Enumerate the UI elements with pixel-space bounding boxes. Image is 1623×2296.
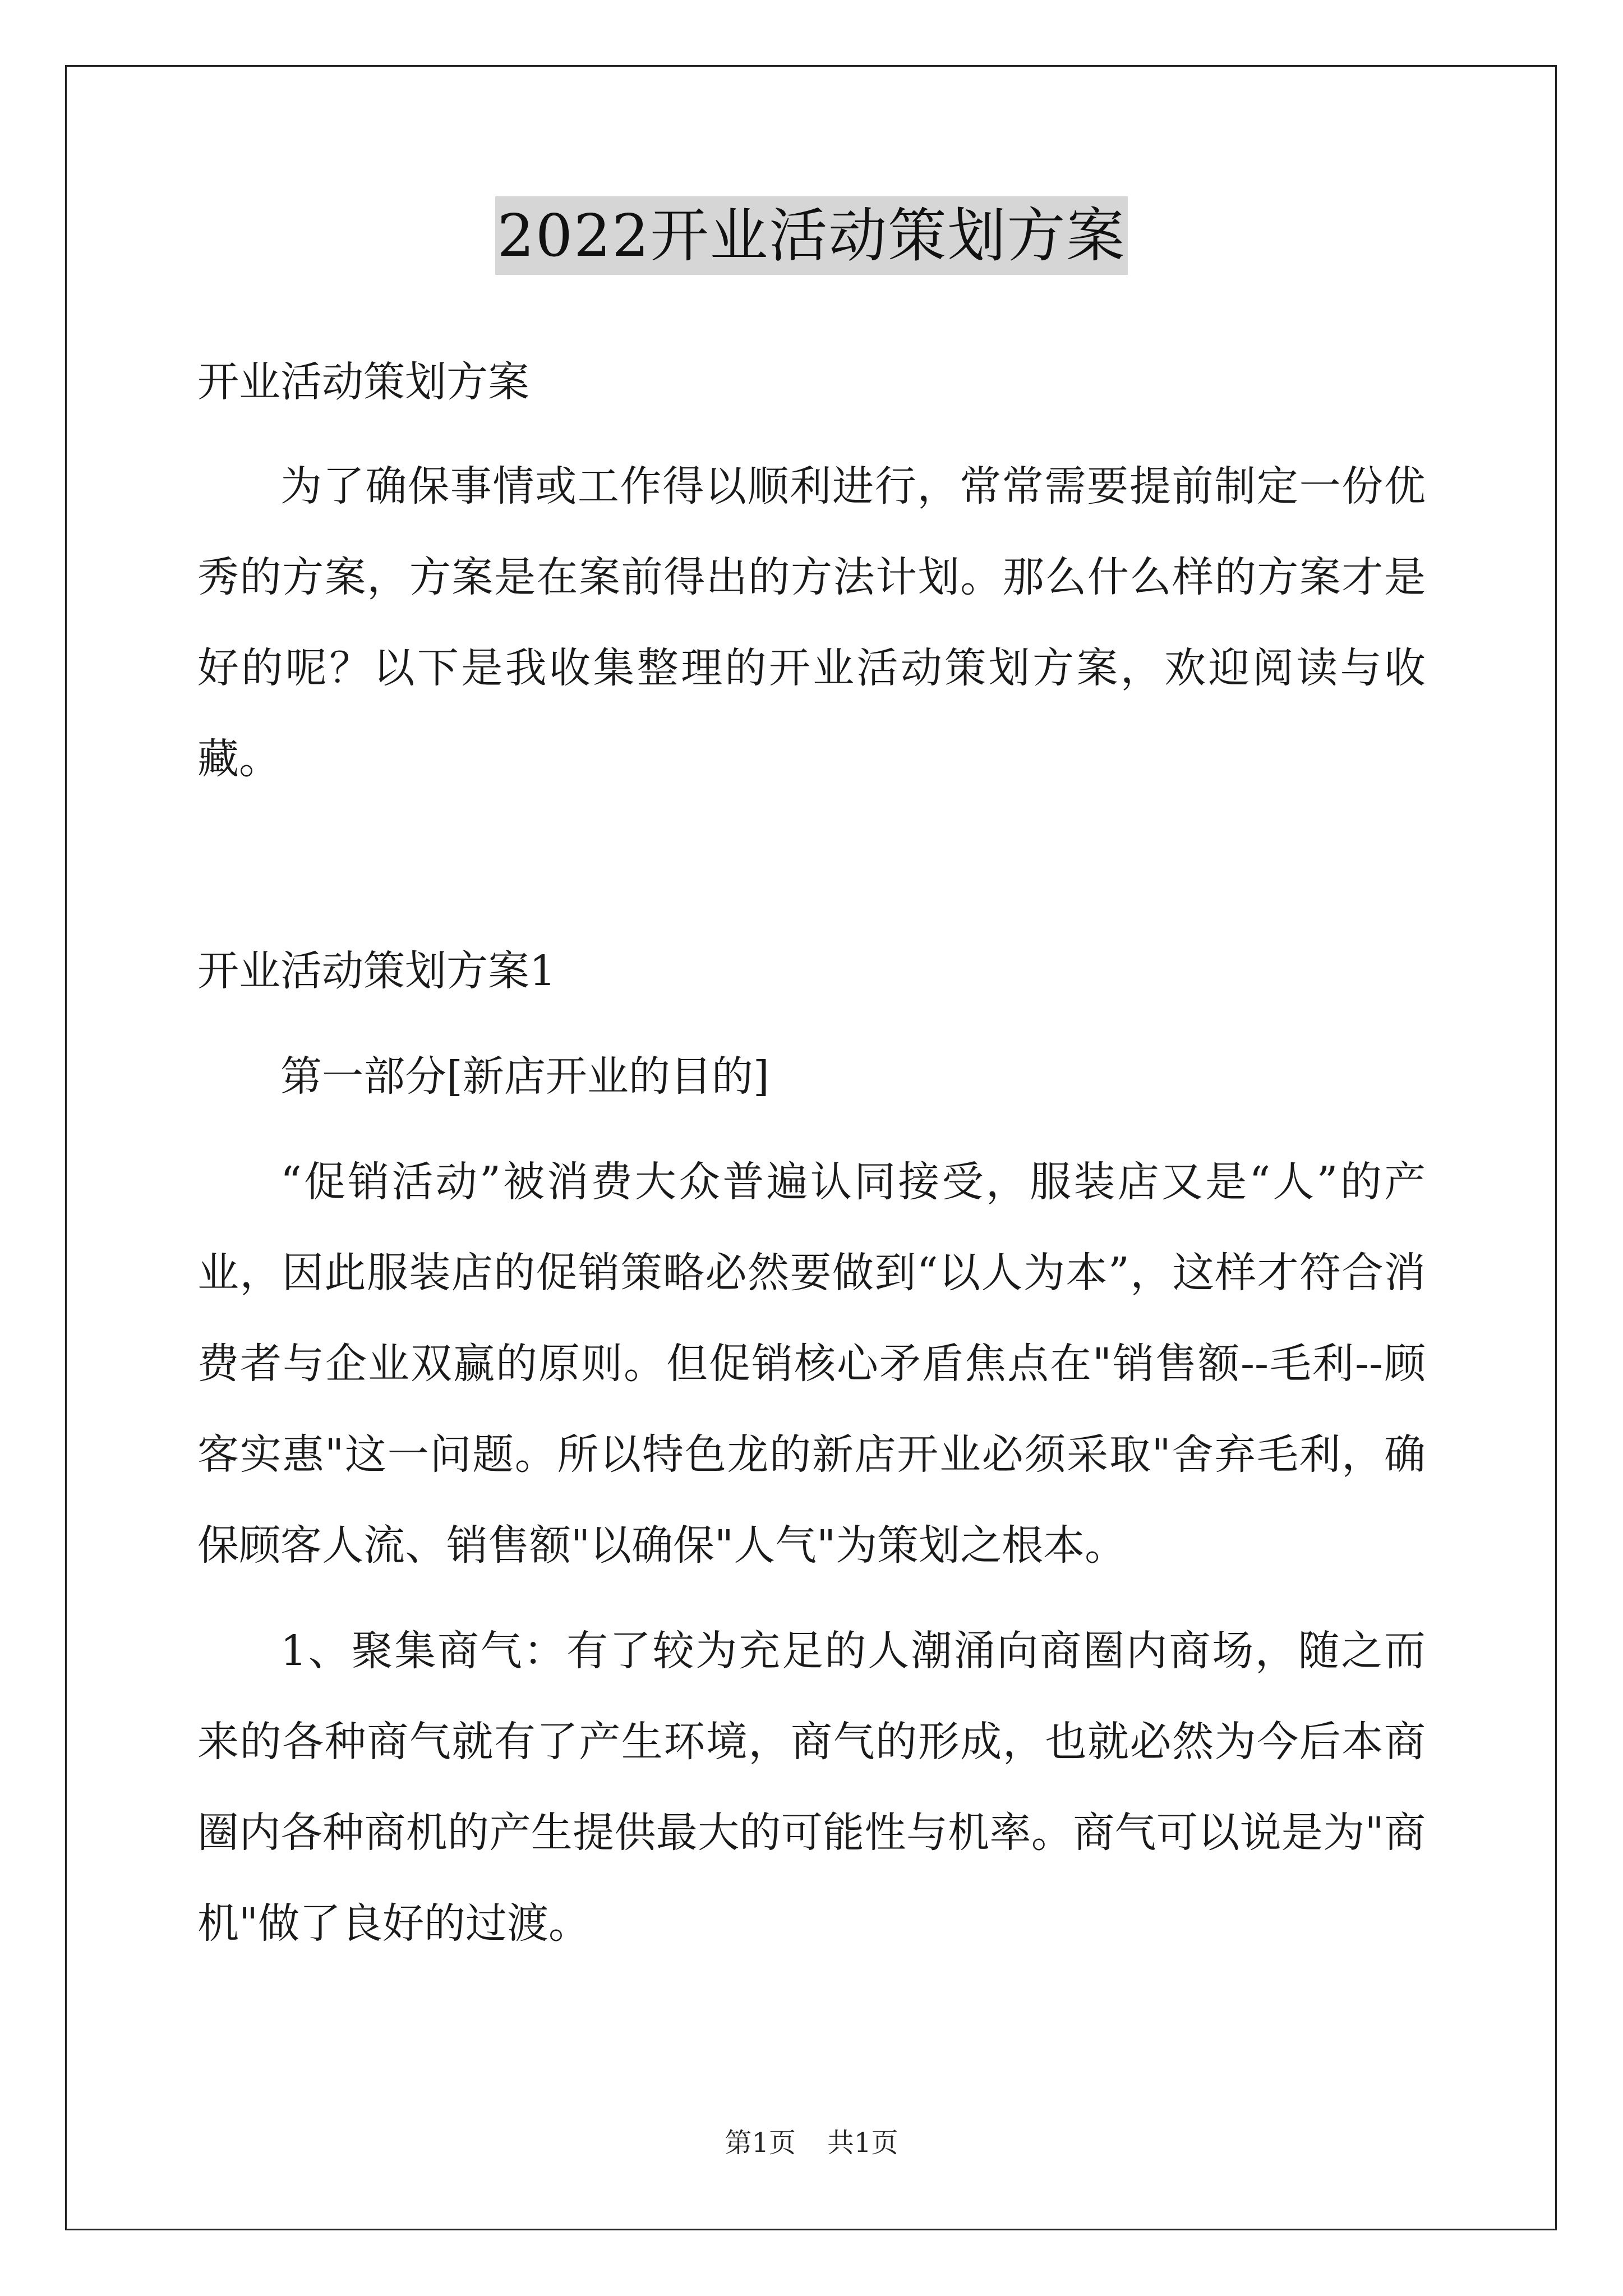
document-body [197, 337, 1426, 1969]
section-heading: 开业活动策划方案1 [197, 947, 556, 995]
subtitle: 开业活动策划方案 [197, 358, 529, 406]
page-number: 第1页 [725, 2127, 796, 2159]
body-paragraph-2: 1、聚集商气：有了较为充足的人潮涌向商圈内商场，随之而来的各种商气就有了产生环境，商气的形成，也就必然为今后本商圈内各种商机的产生提供最大的可能性与机率。商气可以说是为"商机"做了良好的过渡。 [197, 1627, 1426, 1948]
intro-paragraph: 为了确保事情或工作得以顺利进行，常常需要提前制定一份优秀的方案，方案是在案前得出的方法计划。那么什么样的方案才是好的呢？以下是我收集整理的开业活动策划方案，欢迎阅读与收藏。 [197, 462, 1426, 783]
body-paragraph-1: “促销活动”被消费大众普遍认同接受，服装店又是“人”的产业，因此服装店的促销策略必然要做到“以人为本”，这样才符合消费者与企业双赢的原则。但促销核心矛盾焦点在"销售额--毛利--顾客实惠"这一问题。所以特色龙的新店开业必须采取"舍弃毛利，确保顾客人流、销售额"以确保"人气"为策划之根本。 [197, 1158, 1426, 1570]
page-total: 共1页 [827, 2127, 898, 2159]
title-wrap [0, 196, 1623, 275]
page-footer [0, 2126, 1623, 2160]
document-title: 2022开业活动策划方案 [495, 196, 1128, 275]
part-heading: 第一部分[新店开业的目的] [280, 1052, 769, 1101]
